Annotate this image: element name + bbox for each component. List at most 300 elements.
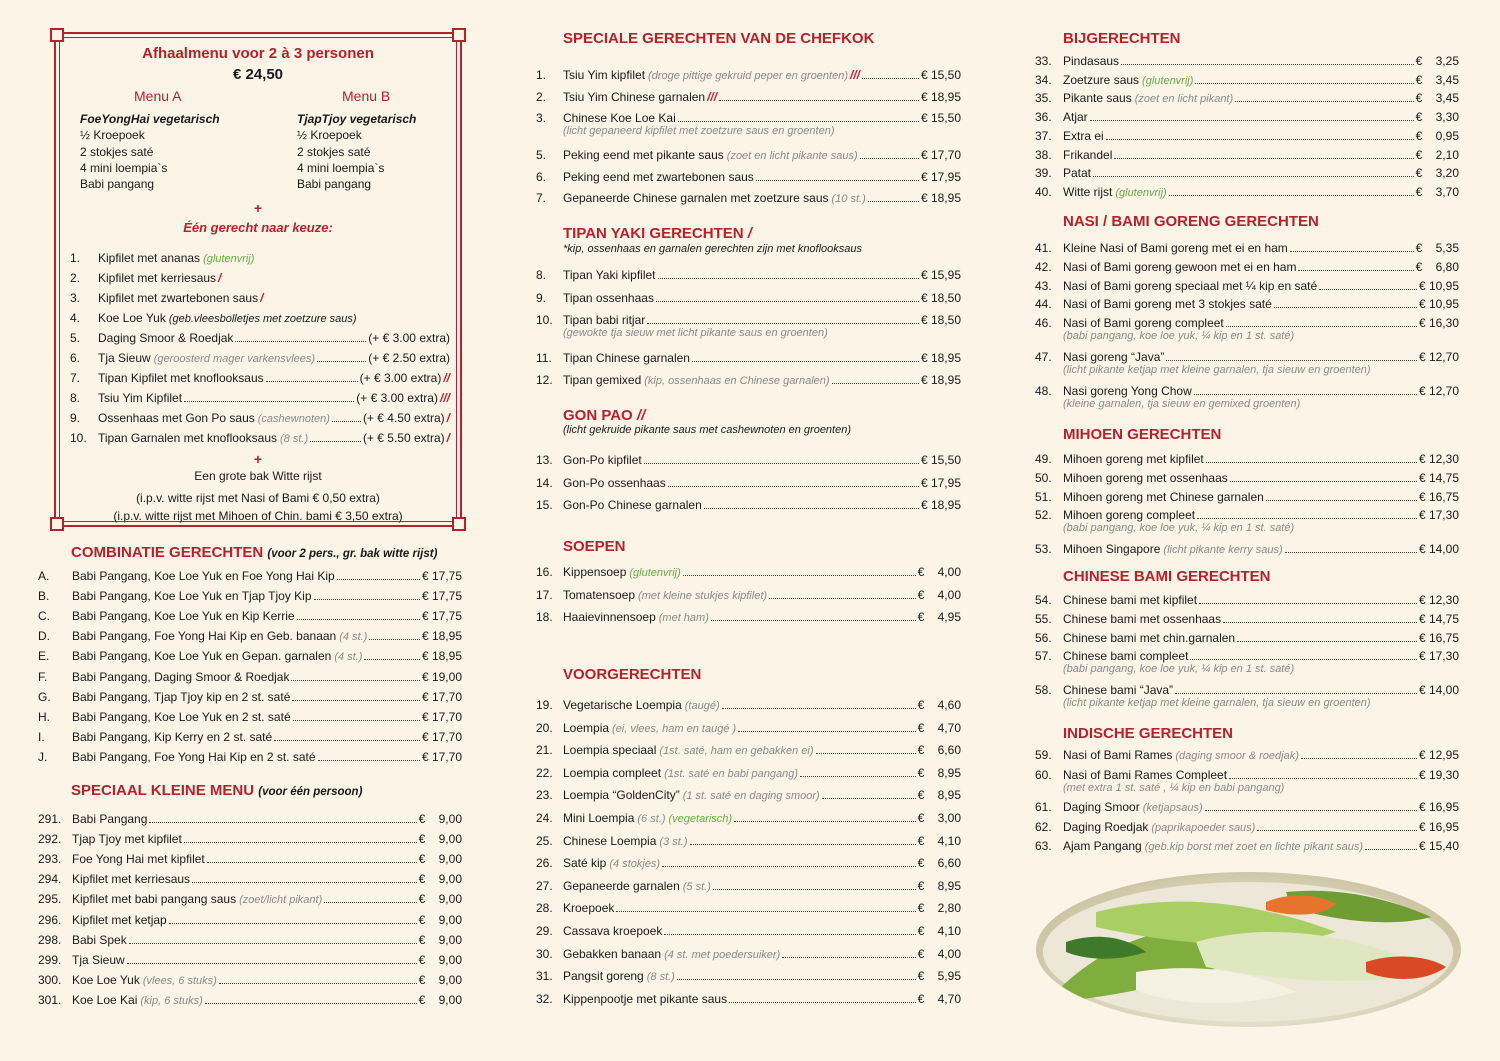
item-line (1063, 631, 1459, 645)
item-number: 1. (536, 68, 547, 82)
extra-price: (+ € 5.50 extra) (362, 431, 445, 445)
section-subtitle: (voor 2 pers., gr. bak witte rijst) (267, 548, 438, 560)
menu-item (533, 947, 961, 963)
item-line (1063, 593, 1459, 607)
dot-leader (644, 463, 919, 464)
dot-leader (1206, 462, 1417, 463)
dot-leader (769, 598, 916, 599)
item-line (72, 730, 462, 744)
item-subdescription: (met extra 1 st. saté , ¼ kip en babi pangang) (1063, 781, 1285, 794)
item-name: Babi Pangang (72, 812, 148, 826)
menu-b-item: 2 stokjes saté (297, 144, 371, 159)
item-description: (met ham) (658, 612, 709, 624)
item-name: Kipfilet met babi pangang saus (72, 892, 237, 907)
item-number: H. (38, 709, 50, 724)
item-line (72, 589, 462, 603)
item-description: (4 st.) (334, 651, 363, 664)
item-description: (4 st. met poedersuiker) (664, 948, 781, 961)
item-number: D. (38, 629, 50, 644)
item-price: € 18,95 (920, 89, 961, 104)
item-description: (geb.vleesbolletjes met zoetzure saus) (168, 313, 357, 325)
item-description: (8 st.) (646, 971, 675, 984)
item-number: 34. (1035, 72, 1052, 87)
item-number: 3. (70, 291, 81, 305)
item-price: € 12,30 (1418, 593, 1459, 607)
item-number: J. (38, 749, 48, 764)
item-price: € 17,75 (421, 609, 462, 624)
menu-a-list (80, 111, 220, 192)
menu-a-item: 2 stokjes saté (80, 144, 154, 159)
item-description: (ei, vlees, ham en taugé ) (612, 722, 737, 735)
menu-a-item: 4 mini loempia`s (80, 160, 168, 175)
plus-sign: + (253, 200, 263, 216)
item-number: 10. (536, 313, 553, 327)
menu-item (533, 924, 961, 940)
menu-b-item: 4 mini loempia`s (297, 160, 385, 175)
item-number: 299. (38, 952, 62, 967)
item-line (72, 913, 462, 927)
menu-item (533, 476, 961, 492)
item-line (563, 268, 961, 282)
menu-item (1033, 241, 1459, 257)
item-number: 8. (70, 391, 81, 405)
item-name: Gon-Po ossenhaas (563, 475, 666, 490)
item-name: Chinese bami met kipfilet (1063, 593, 1198, 607)
item-line (1063, 73, 1459, 87)
item-name: Pangsit goreng (563, 969, 644, 984)
menu-item (38, 670, 462, 686)
dot-leader (337, 579, 420, 580)
item-price: € 12,70 (1418, 383, 1459, 398)
item-number: 49. (1035, 452, 1052, 466)
item-number: 31. (536, 969, 553, 984)
item-line (1063, 166, 1459, 180)
item-name: Tipan babi ritjar (563, 313, 646, 327)
item-description: (taugé) (684, 700, 720, 712)
item-name: Tipan Chinese garnalen (563, 350, 690, 365)
item-line (72, 670, 462, 684)
dot-leader (1106, 139, 1414, 140)
dot-leader (729, 1002, 916, 1003)
menu-item (533, 969, 961, 985)
item-name: Koe Loe Kai (72, 992, 138, 1007)
item-number: 26. (536, 856, 553, 871)
menu-item (38, 852, 462, 868)
item-price: € 9,00 (418, 832, 462, 847)
keuze-dish (70, 431, 450, 451)
item-price: € 12,30 (1418, 452, 1459, 466)
item-name: Daging Smoor (1063, 800, 1140, 814)
item-name: Babi Pangang, Daging Smoor & Roedjak (72, 669, 290, 684)
item-description: (1st. saté, ham en gebakken ei) (659, 745, 814, 758)
item-price: € 8,95 (917, 765, 961, 780)
item-price: € 4,00 (917, 946, 961, 961)
item-line (1063, 452, 1459, 466)
chili-icon: / (446, 411, 450, 425)
dot-leader (291, 680, 419, 681)
item-description: (geb.kip borst met zoet en lichte pikant saus) (1144, 841, 1364, 853)
item-line (1063, 241, 1459, 255)
item-price: € 17,75 (421, 569, 462, 583)
item-number: 25. (536, 833, 553, 848)
item-line (72, 953, 462, 967)
dot-leader (314, 599, 420, 600)
chili-icon: /// (439, 391, 450, 405)
dot-leader (664, 934, 915, 935)
item-price: € 6,60 (917, 743, 961, 758)
item-name: Extra ei (1063, 128, 1104, 143)
dot-leader (683, 575, 916, 576)
dot-leader (713, 889, 916, 890)
menu-item (38, 933, 462, 949)
item-price: € 15,50 (920, 111, 961, 125)
item-name: Kipfilet met zwartebonen saus (98, 291, 259, 305)
menu-item (38, 710, 462, 726)
item-name: Chinese Loempia (563, 833, 657, 848)
keuze-dish (70, 271, 450, 291)
item-name: Daging Smoor & Roedjak (98, 331, 234, 345)
item-number: 63. (1035, 839, 1052, 853)
menu-item (38, 649, 462, 665)
item-line (1063, 649, 1459, 663)
item-number: 8. (536, 268, 547, 282)
menu-item (1033, 820, 1459, 836)
item-number: 62. (1035, 819, 1052, 834)
item-price: € 17,70 (920, 148, 961, 162)
item-price: € 17,95 (920, 169, 961, 184)
item-line (1063, 91, 1459, 105)
item-description: (kip, 6 stuks) (140, 994, 203, 1007)
item-subdescription: (licht pikante ketjap met kleine garnalen, tja sieuw en groenten) (1063, 364, 1371, 376)
item-price: € 2,80 (917, 901, 961, 916)
item-line (1063, 748, 1459, 762)
dot-leader (822, 798, 916, 799)
item-price: € 18,95 (920, 350, 961, 365)
keuze-dish (70, 291, 450, 311)
dot-leader (1237, 641, 1417, 642)
item-description: (3 st.) (659, 835, 688, 848)
item-number: 6. (70, 351, 81, 365)
menu-item (38, 953, 462, 969)
item-name: Babi Pangang, Foe Yong Hai Kip en Geb. banaan (72, 629, 337, 644)
keuze-dish (70, 311, 450, 331)
menu-item (1033, 129, 1459, 145)
item-name: Loempia (563, 720, 610, 735)
item-price: € 9,00 (418, 872, 462, 887)
item-price: € 18,95 (920, 498, 961, 512)
item-number: 300. (38, 972, 62, 987)
item-number: 16. (536, 565, 553, 579)
item-name: Tja Sieuw (98, 351, 151, 365)
item-price: € 9,00 (418, 852, 462, 867)
menu-item (1033, 279, 1459, 295)
item-line (563, 834, 961, 848)
item-name: Tipan ossenhaas (563, 290, 654, 305)
dot-leader (1169, 195, 1414, 196)
item-name: Mini Loempia (563, 811, 635, 825)
item-name: Koe Loe Yuk (98, 311, 166, 325)
item-number: B. (38, 589, 50, 604)
item-line (563, 351, 961, 365)
frame-corner (50, 28, 64, 42)
item-number: 9. (70, 411, 81, 425)
chili-icon: // (443, 371, 450, 385)
item-description: (glutenvrij) (1142, 74, 1194, 87)
item-number: 36. (1035, 110, 1052, 125)
item-price: € 16,75 (1418, 630, 1459, 645)
item-name: Tomatensoep (563, 587, 636, 602)
item-name: Loempia speciaal (563, 743, 657, 758)
extra-price: (+ € 3.00 extra) (359, 371, 442, 385)
keuze-dish (70, 371, 450, 391)
section-title-nasi: NASI / BAMI GORENG GERECHTEN (1063, 213, 1319, 230)
item-description: (droge pittige gekruid peper en groenten) (648, 70, 848, 82)
item-description: (met kleine stukjes kipfilet) (638, 589, 768, 602)
menu-item (1033, 800, 1459, 816)
item-description: (1st. saté en babi pangang) (664, 767, 798, 780)
dot-leader (1166, 360, 1417, 361)
section-title-gonpao (563, 407, 645, 424)
item-number: 24. (536, 811, 553, 825)
item-name: Chinese Koe Loe Kai (563, 111, 676, 125)
dot-leader (868, 201, 919, 202)
item-name: Nasi of Bami goreng gewoon met ei en ham (1063, 259, 1297, 274)
dot-leader (690, 844, 916, 845)
item-price: € 0,95 (1415, 128, 1459, 143)
item-line (1063, 612, 1459, 626)
menu-item (38, 872, 462, 888)
menu-item (533, 148, 961, 164)
chili-icon: / (747, 225, 752, 242)
dot-leader (816, 753, 916, 754)
item-description: (4 stokjes) (609, 858, 661, 871)
menu-item (1033, 316, 1459, 343)
item-line (1063, 839, 1459, 853)
item-name: Babi Pangang, Tjap Tjoy kip en 2 st. saté (72, 689, 291, 704)
item-line (563, 68, 961, 82)
item-number: F. (38, 669, 48, 684)
item-description: (glutenvrij) (1115, 186, 1167, 199)
item-price: € 15,50 (920, 453, 961, 467)
chili-icon: / (218, 271, 222, 285)
item-line (563, 476, 961, 490)
dot-leader (219, 983, 417, 984)
dot-leader (862, 78, 919, 79)
item-number: E. (38, 649, 50, 664)
menu-item (1033, 508, 1459, 535)
menu-b-list (297, 111, 416, 192)
item-price: € 3,00 (917, 811, 961, 825)
item-name: Kippensoep (563, 565, 627, 579)
menu-item (533, 68, 961, 84)
item-number: 13. (536, 453, 553, 467)
item-name: Kleine Nasi of Bami goreng met ei en ham (1063, 241, 1288, 255)
item-number: 51. (1035, 489, 1052, 504)
keuze-heading: Één gerecht naar keuze: (183, 220, 333, 235)
menu-item (533, 351, 961, 367)
menu-item (1033, 91, 1459, 107)
item-number: 41. (1035, 241, 1052, 255)
item-line (72, 852, 462, 866)
item-line (72, 892, 462, 906)
chili-icon: /// (850, 68, 861, 82)
item-number: 29. (536, 924, 553, 938)
menu-item (1033, 593, 1459, 609)
item-name: Loempia compleet (563, 765, 662, 780)
dot-leader (711, 620, 916, 621)
item-description: (ketjapsaus) (1142, 802, 1203, 814)
item-number: 7. (70, 371, 81, 385)
item-number: 17. (536, 587, 553, 602)
item-line (563, 588, 961, 602)
item-name: Kipfilet met ananas (98, 251, 201, 265)
item-line (1063, 110, 1459, 124)
dot-leader (317, 361, 366, 362)
dot-leader (782, 957, 915, 958)
item-name: Kippenpootje met pikante saus (563, 991, 728, 1006)
item-number: 9. (536, 290, 547, 305)
item-price: € 8,95 (917, 788, 961, 803)
menu-item (533, 313, 961, 339)
dot-leader (1298, 270, 1413, 271)
item-line (72, 609, 462, 623)
keuze-dish (70, 351, 450, 371)
menu-item (533, 856, 961, 872)
item-name: Mihoen goreng met kipfilet (1063, 452, 1204, 466)
item-number: 50. (1035, 470, 1052, 485)
dot-leader (205, 1003, 417, 1004)
item-number: 37. (1035, 128, 1052, 143)
dot-leader (235, 341, 366, 342)
item-price: € 3,45 (1415, 91, 1459, 106)
item-price: € 19,30 (1418, 767, 1459, 782)
menu-item (1033, 73, 1459, 89)
dot-leader (1285, 552, 1417, 553)
item-number: 5. (536, 148, 547, 162)
dot-leader (324, 902, 416, 903)
dot-leader (1175, 693, 1417, 694)
menu-item (1033, 260, 1459, 276)
item-description: (cashewnoten) (257, 413, 330, 425)
item-price: € 18,50 (920, 313, 961, 327)
item-price: € 14,75 (1418, 611, 1459, 626)
menu-item (1033, 748, 1459, 764)
item-number: 46. (1035, 316, 1052, 331)
dot-leader (266, 381, 358, 382)
item-number: A. (38, 569, 50, 583)
item-name: Witte rijst (1063, 184, 1113, 199)
item-price: € 14,00 (1418, 542, 1459, 557)
menu-item (533, 498, 961, 514)
section-title-combinatie (71, 544, 437, 561)
menu-item (533, 743, 961, 759)
item-number: 42. (1035, 259, 1052, 274)
keuze-dish (70, 251, 450, 271)
menu-item (533, 588, 961, 604)
extra-price: (+ € 2.50 extra) (368, 351, 450, 365)
item-line (563, 565, 961, 579)
item-line (563, 610, 961, 624)
item-line (563, 721, 961, 735)
dot-leader (184, 401, 354, 402)
item-name: Gon-Po kipfilet (563, 453, 642, 467)
item-name: Haaievinnensoep (563, 610, 656, 624)
menu-item (533, 766, 961, 782)
afhaal-title: Afhaalmenu voor 2 à 3 personen (142, 45, 374, 62)
item-price: € 17,75 (421, 589, 462, 604)
dot-leader (1365, 849, 1417, 850)
item-price: € 6,60 (917, 856, 961, 871)
item-subdescription: (kleine garnalen, tja sieuw en gemixed groenten) (1063, 397, 1301, 410)
item-price: € 4,60 (917, 698, 961, 712)
item-line (1063, 54, 1459, 68)
item-name: Chinese bami compleet (1063, 649, 1189, 664)
section-title-text: GON PAO (563, 407, 633, 424)
section-title-text: SPECIAAL KLEINE MENU (71, 782, 255, 799)
item-line (72, 629, 462, 643)
vegetables-image (1036, 872, 1461, 1027)
menu-item (1033, 612, 1459, 628)
item-name: Pikante saus (1063, 91, 1132, 106)
menu-item (38, 913, 462, 929)
item-number: 1. (70, 251, 81, 265)
item-price: € 4,10 (917, 833, 961, 848)
dot-leader (129, 943, 417, 944)
item-number: 61. (1035, 800, 1052, 814)
item-description: (zoet/licht pikant) (239, 894, 323, 907)
menu-item (533, 901, 961, 917)
item-line (563, 766, 961, 780)
item-name: Chinese bami met ossenhaas (1063, 611, 1222, 626)
section-title-speciale: SPECIALE GERECHTEN VAN DE CHEFKOK (563, 30, 875, 47)
item-price: € 6,80 (1415, 259, 1459, 274)
item-name: Ajam Pangang (1063, 839, 1142, 853)
item-line (1063, 297, 1459, 311)
keuze-dish (70, 331, 450, 351)
item-line (1063, 768, 1459, 782)
item-number: 291. (38, 812, 62, 826)
item-line (72, 649, 462, 663)
item-name: Tsiu Yim Chinese garnalen (563, 89, 706, 104)
menu-item (38, 569, 462, 585)
item-description: (1 st. saté en daging smoor) (682, 790, 820, 803)
item-price: € 18,95 (421, 629, 462, 644)
item-price: € 17,70 (421, 749, 462, 764)
item-price: € 9,00 (418, 932, 462, 947)
item-name: Gepaneerde garnalen (563, 878, 680, 893)
item-price: € 17,30 (1418, 649, 1459, 664)
dot-leader (704, 508, 919, 509)
item-line (563, 111, 961, 125)
item-line (1063, 384, 1459, 398)
item-description: (vegetarisch) (668, 813, 733, 825)
item-name: Peking eend met zwartebonen saus (563, 169, 754, 184)
rijst-note: Een grote bak Witte rijst (194, 469, 322, 483)
menu-item (533, 721, 961, 737)
item-price: € 14,00 (1418, 683, 1459, 698)
item-price: € 18,50 (920, 290, 961, 305)
menu-item (1033, 185, 1459, 201)
dot-leader (1301, 758, 1417, 759)
dot-leader (1197, 518, 1417, 519)
section-title-text: TIPAN YAKI GERECHTEN (563, 225, 744, 242)
item-number: 298. (38, 932, 62, 947)
dot-leader (1090, 120, 1414, 121)
dot-leader (292, 700, 420, 701)
item-price: € 10,95 (1418, 297, 1459, 312)
item-line (563, 969, 961, 983)
menu-item (533, 90, 961, 106)
